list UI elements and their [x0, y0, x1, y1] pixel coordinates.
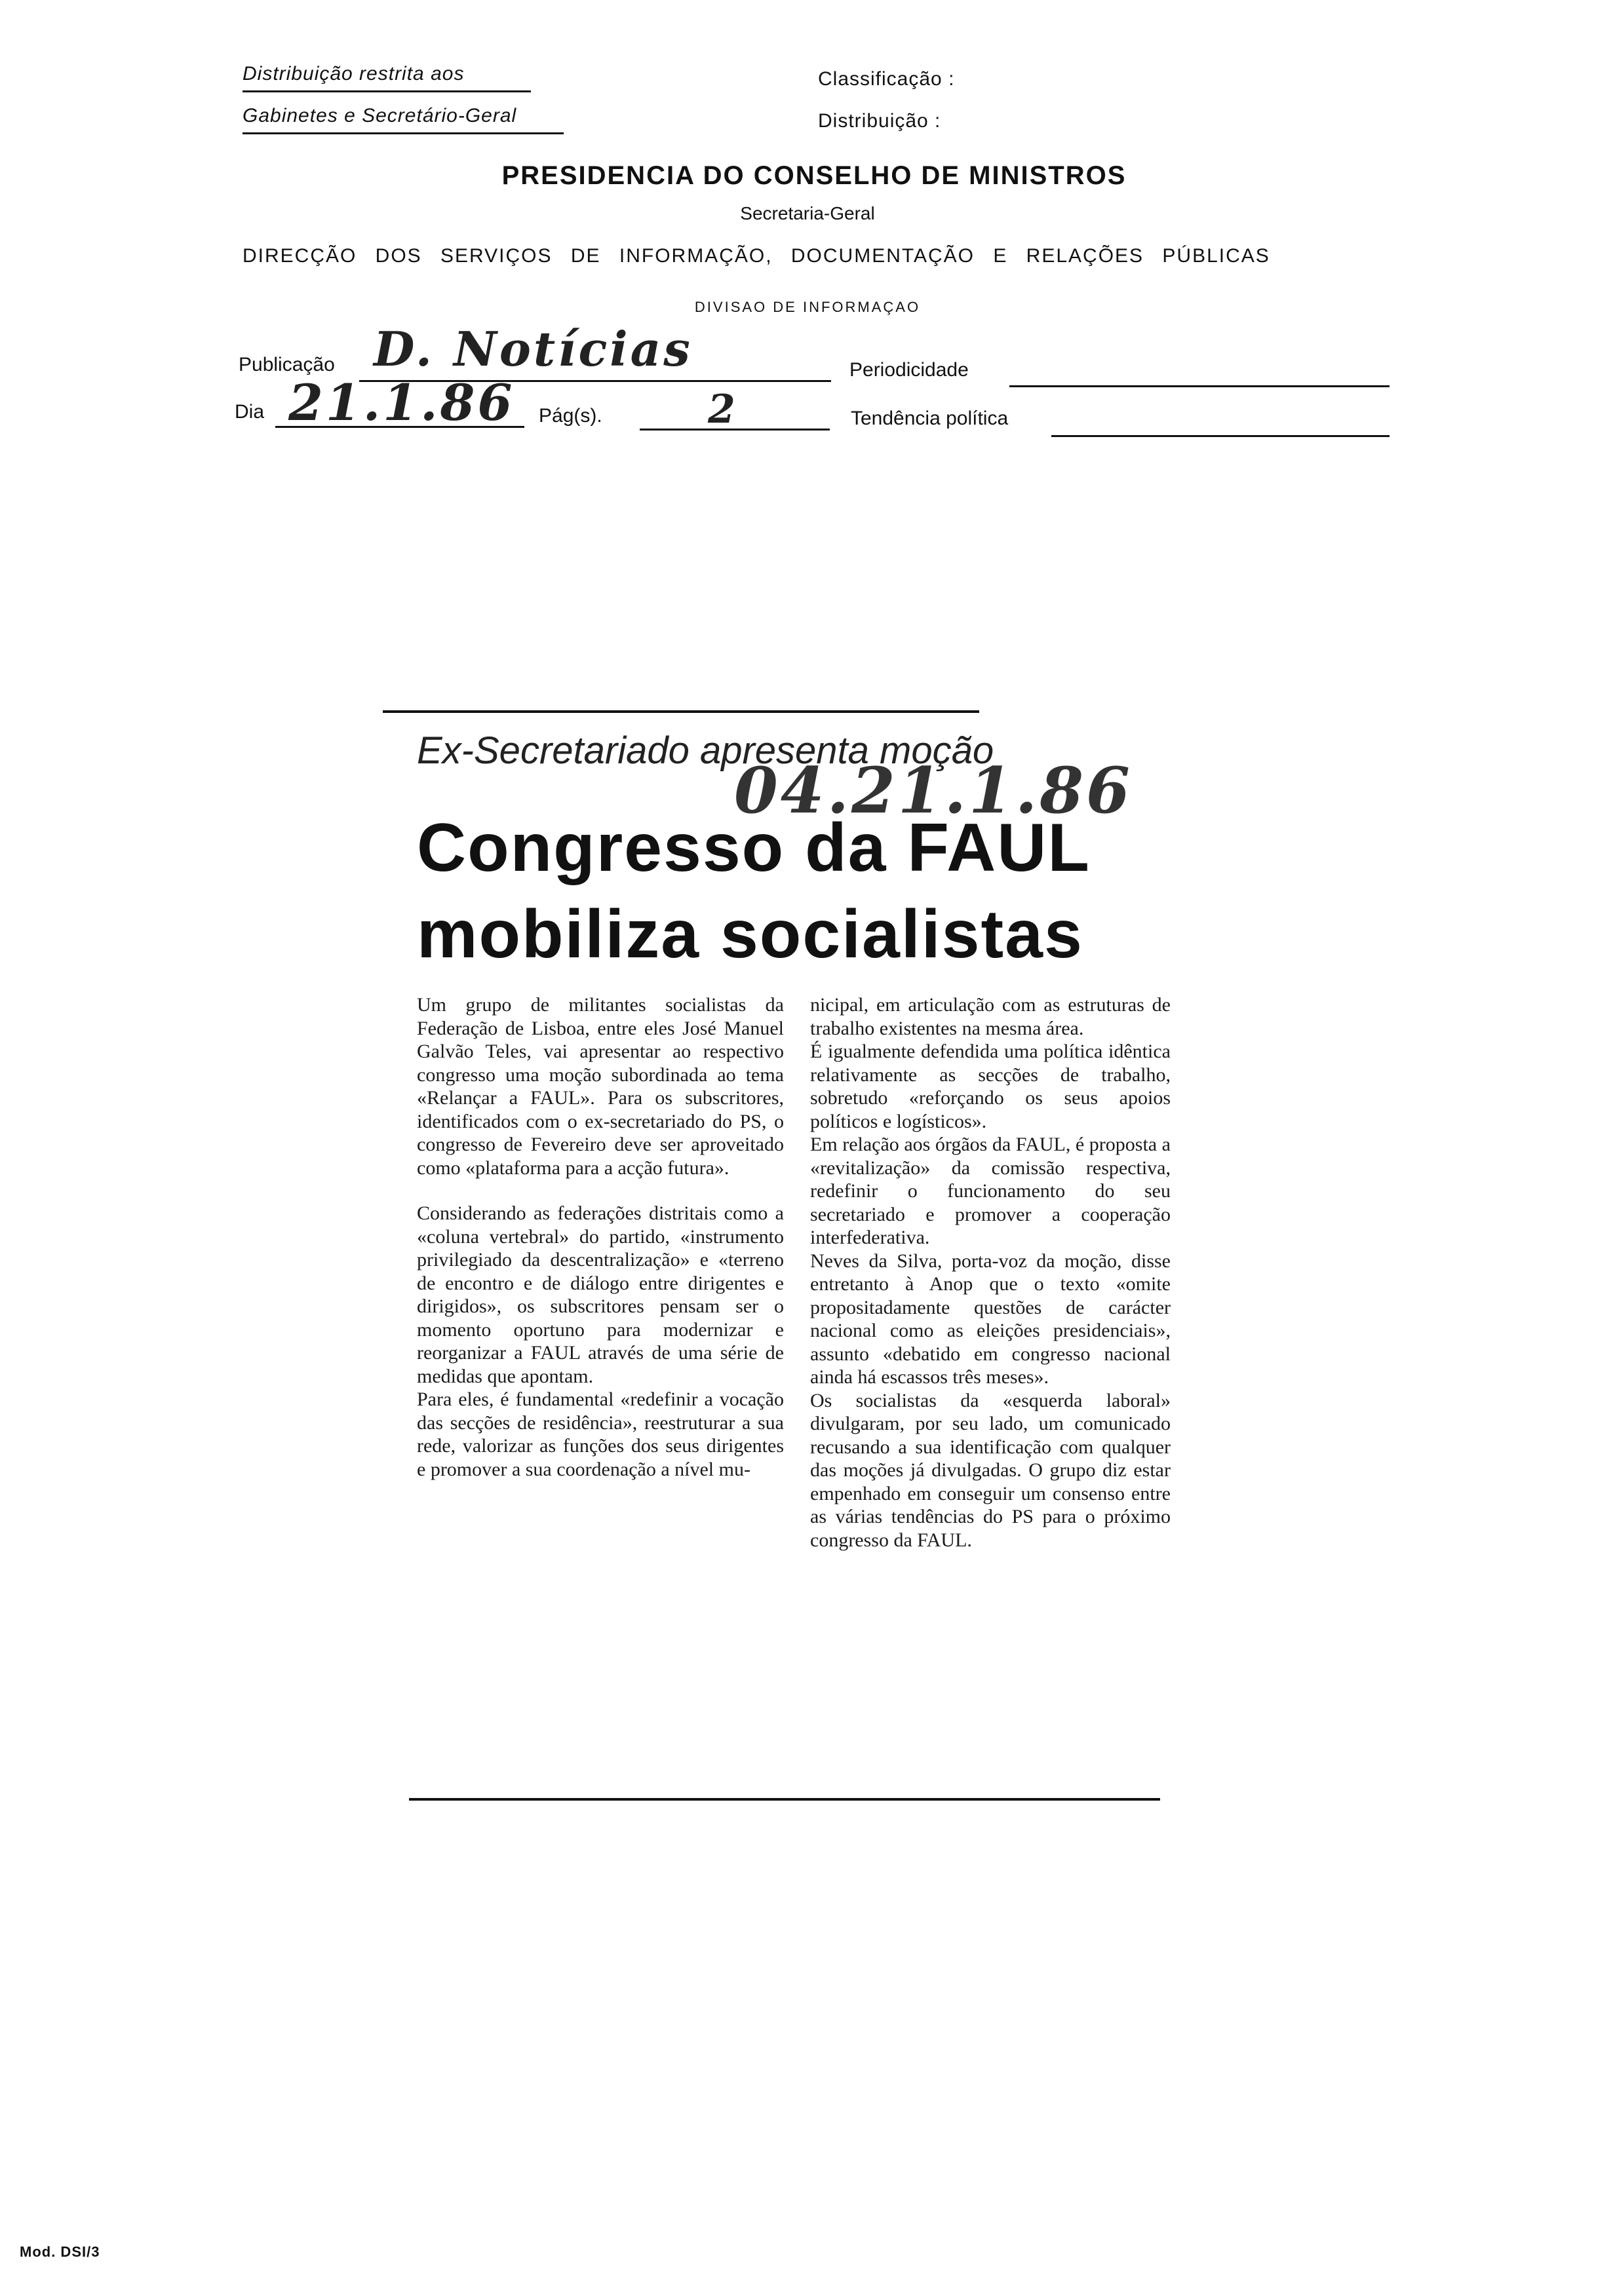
date-stamp: 04.21.1.86	[734, 754, 1133, 828]
day-underline	[275, 426, 524, 428]
periodicity-underline	[1009, 385, 1390, 387]
right-paragraph-3: Em relação aos órgãos da FAUL, é proposta a «revitalização» da comissão respectiva, redefinir o funcionamento do seu secretariado e promover a cooperação interfederativa.	[810, 1134, 1171, 1248]
pages-label: Pág(s).	[539, 405, 602, 427]
right-paragraph-5: Os socialistas da «esquerda laboral» divulgaram, por seu lado, um comunicado recusando a sua identificação com qualquer das moções já divulgadas. O grupo diz estar empenhado em conseguir um consenso entre as várias tendências do PS para o próximo congresso da FAUL.	[810, 1389, 1171, 1551]
division-title: DIVISAO DE INFORMAÇAO	[694, 299, 921, 315]
left-paragraph-3: Para eles, é fundamental «redefinir a vocação das secções de residência», reestruturar a sua rede, valorizar as funções dos seus dirigentes e promover a sua coordenação a nível mu-	[417, 1388, 784, 1480]
day-value: 21.1.86	[288, 373, 515, 432]
day-label: Dia	[235, 401, 265, 423]
paragraph-gap	[417, 1179, 784, 1202]
left-paragraph-2: Considerando as federações distritais como a «coluna vertebral» do partido, «instrumento privilegiado da descentralização» e «terreno de encontro e de diálogo entre dirigentes e dirigidos», os subscritores pensam ser o momento oportuno para modernizar e reorganizar a FAUL através de uma série de medidas que apontam.	[417, 1202, 784, 1387]
publication-value: D. Notícias	[374, 321, 693, 377]
pages-value: 2	[708, 387, 738, 432]
article-right-column	[810, 993, 1171, 1552]
political-tendency-underline	[1051, 435, 1390, 437]
right-paragraph-4: Neves da Silva, porta-voz da moção, disse entretanto à Anop que o texto «omite propositadamente questões de carácter nacional como as eleições presidenciais», assunto «debatido em congresso nacional ainda há escassos três meses».	[810, 1250, 1171, 1388]
article-kicker: Ex-Secretariado apresenta moção	[417, 729, 994, 772]
headline-line1: Congresso da FAUL	[417, 810, 1091, 886]
clipping-bottom-rule	[409, 1798, 1160, 1801]
distribution-restriction-line2: Gabinetes e Secretário-Geral	[243, 105, 517, 126]
article-left-column	[417, 993, 784, 1481]
left-paragraph-1: Um grupo de militantes socialistas da Federação de Lisboa, entre eles José Manuel Galvão Teles, vai apresentar ao respectivo congresso uma moção subordinada ao tema «Relançar a FAUL». Para os subscritores, identificados com o ex-secretariado do PS, o congresso de Fevereiro deve ser aproveitado como «plataforma para a acção futura».	[417, 994, 784, 1179]
headline-line2: mobiliza socialistas	[417, 896, 1083, 972]
secretariat-title: Secretaria-Geral	[740, 203, 875, 223]
distribution-label: Distribuição :	[818, 110, 941, 132]
directorate-title: DIRECÇÃO DOS SERVIÇOS DE INFORMAÇÃO, DOCUMENTAÇÃO E RELAÇÕES PÚBLICAS	[243, 245, 1270, 267]
institution-title: PRESIDENCIA DO CONSELHO DE MINISTROS	[501, 161, 1127, 190]
distribution-underline-2	[243, 132, 564, 134]
form-code: Mod. DSI/3	[20, 2244, 100, 2260]
right-paragraph-2: É igualmente defendida uma política idêntica relativamente as secções de trabalho, sobretudo «reforçando os seus apoios políticos e logísticos».	[810, 1041, 1171, 1132]
right-paragraph-1: nicipal, em articulação com as estruturas de trabalho existentes na mesma área.	[810, 994, 1171, 1039]
political-tendency-label: Tendência política	[851, 408, 1009, 429]
publication-label: Publicação	[239, 354, 335, 375]
periodicity-label: Periodicidade	[849, 359, 969, 381]
distribution-underline-1	[243, 90, 531, 92]
clipping-top-rule	[383, 710, 979, 713]
distribution-restriction-line1: Distribuição restrita aos	[243, 63, 465, 85]
classification-label: Classificação :	[818, 68, 955, 90]
pages-underline	[640, 429, 830, 430]
